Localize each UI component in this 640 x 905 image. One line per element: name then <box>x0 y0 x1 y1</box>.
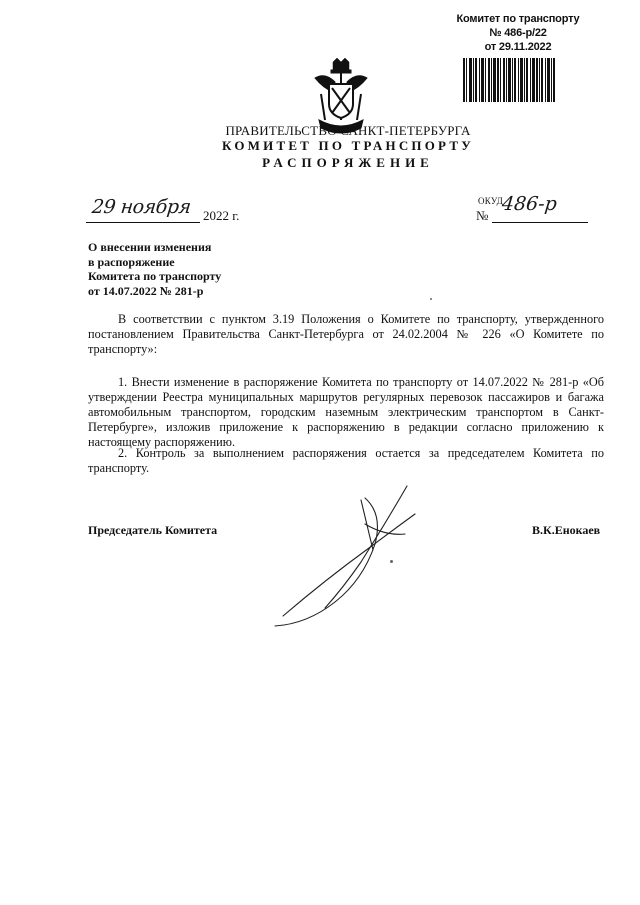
document-subject <box>88 240 221 298</box>
item-2-paragraph <box>88 446 604 476</box>
stamp-number: № 486-р/22 <box>489 27 547 39</box>
handwritten-number: 486-р <box>500 193 559 215</box>
registration-stamp <box>448 12 588 54</box>
subject-line: Комитета по транспорту <box>88 269 222 283</box>
government-title: ПРАВИТЕЛЬСТВО САНКТ-ПЕТЕРБУРГА <box>225 123 471 138</box>
stamp-committee: Комитет по транспорту <box>456 13 580 25</box>
okud-label: ОКУД <box>478 196 504 206</box>
item-1-paragraph <box>88 375 604 450</box>
scan-speck <box>430 298 432 300</box>
scan-speck <box>390 560 393 563</box>
subject-line: в распоряжение <box>88 254 175 269</box>
item-1-text: 1. Внести изменение в распоряжение Комитета по транспорту от 14.07.2022 № 281-р «Об утверждении Реестра муниципальных маршрутов регулярных перевозок пассажиров и багажа автомобильным транспортом, городским наземным электрическим транспортом в Санкт-Петербурге», изложив приложение к распоряжению в редакции согласно приложению к настоящему распоряжению. <box>88 375 604 449</box>
committee-title: КОМИТЕТ ПО ТРАНСПОРТУ <box>222 138 474 153</box>
subject-line: от 14.07.2022 № 281-р <box>88 283 204 298</box>
stamp-date: от 29.11.2022 <box>484 41 552 53</box>
preamble-paragraph <box>88 312 604 357</box>
signatory-name: В.К.Енокаев <box>532 523 601 537</box>
date-year: 2022 г. <box>203 208 240 223</box>
handwritten-signature <box>265 484 425 630</box>
signatory-position: Председатель Комитета <box>88 523 218 537</box>
handwritten-date: 29 ноября <box>90 196 192 218</box>
number-sign: № <box>476 208 489 223</box>
preamble-text: В соответствии с пунктом 3.19 Положения о Комитете по транспорту, утвержденного постановлением Правительства Санкт-Петербурга от 24.02.2004 № 226 «О Комитете по транспорту»: <box>88 312 604 356</box>
document-type-title: РАСПОРЯЖЕНИЕ <box>262 155 434 170</box>
item-2-text: 2. Контроль за выполнением распоряжения остается за председателем Комитета по транспорту. <box>88 446 604 475</box>
subject-line: О внесении изменения <box>88 240 212 254</box>
barcode <box>463 58 555 102</box>
